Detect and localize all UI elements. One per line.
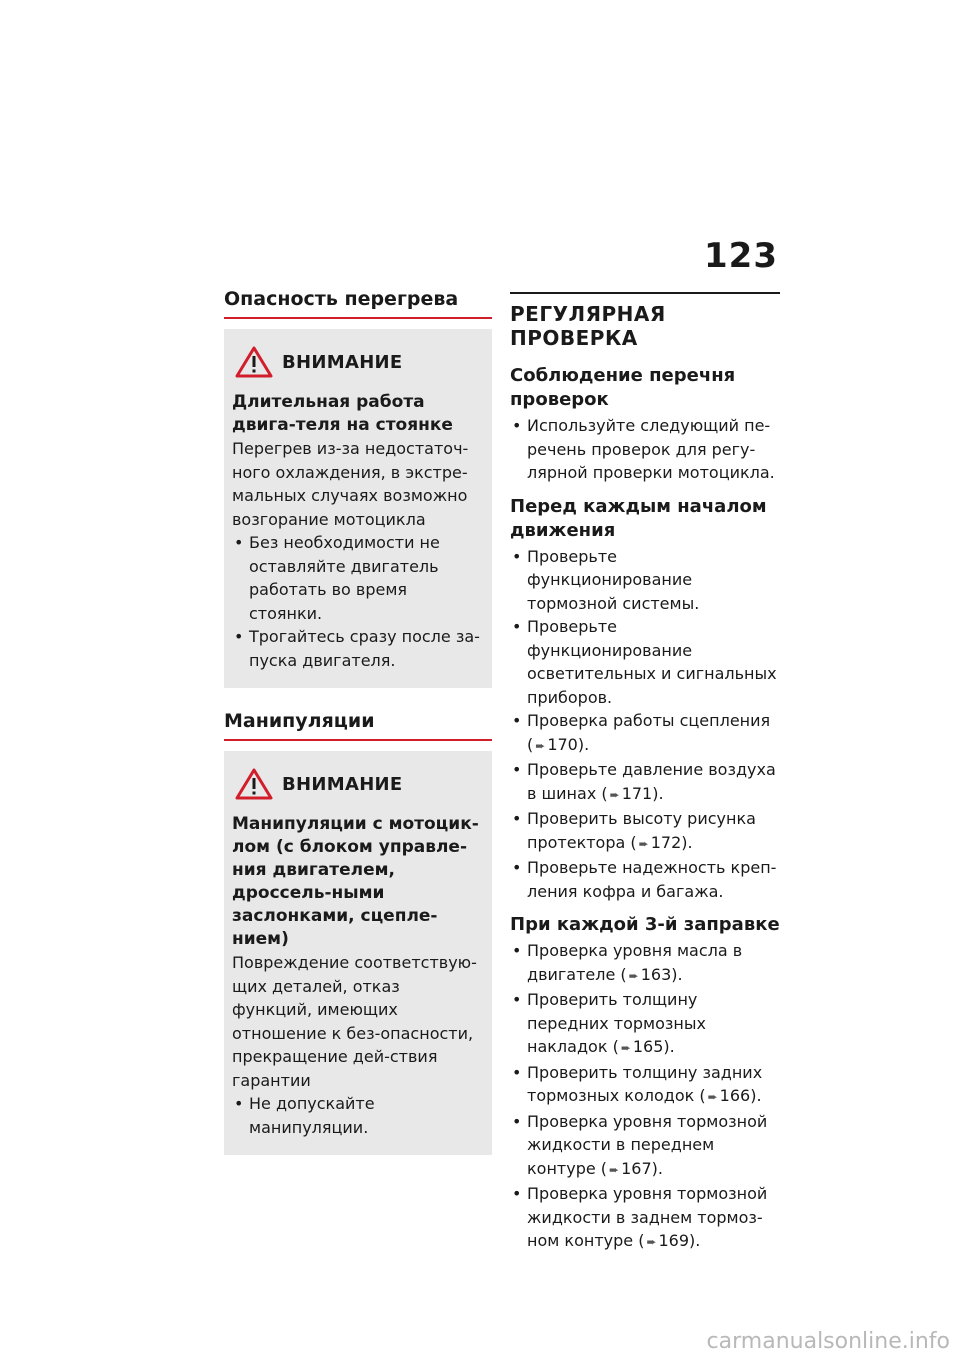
arrow-ref-icon: ➨ — [638, 836, 649, 851]
arrow-ref-icon: ➨ — [609, 787, 620, 802]
warning-triangle-icon — [234, 767, 274, 801]
warning-subtitle: Длительная работа двига-теля на стоянке — [232, 392, 453, 435]
item-text-end: ). — [663, 1037, 675, 1056]
arrow-ref-icon: ➨ — [646, 1235, 657, 1249]
list-item — [510, 1110, 780, 1183]
page-ref-link[interactable]: 172 — [650, 832, 682, 852]
item-text: Проверка работы сцепления ( — [527, 711, 771, 754]
page-ref-link[interactable]: 167 — [621, 1158, 652, 1178]
item-text-end: ). — [671, 964, 683, 984]
list-item — [510, 1182, 780, 1255]
page-ref-link[interactable]: 163 — [640, 964, 672, 984]
warning-box-manipulation — [224, 751, 492, 1155]
arrow-ref-icon: ➨ — [628, 968, 639, 983]
list-item: • Без необходимости не оставляйте двигатель работать во время стоянки. — [232, 531, 484, 625]
item-text: Проверьте функционирование осветительных и сигнальных приборов. — [527, 617, 777, 707]
item-text: Проверить толщину задних тормозных колодок ( — [527, 1062, 763, 1105]
list-item — [510, 856, 780, 903]
warning-header — [232, 767, 484, 801]
page-ref-link[interactable]: 170 — [547, 734, 578, 754]
left-column — [224, 288, 492, 1155]
arrow-ref-icon: ➨ — [620, 1041, 631, 1055]
page-number: 123 — [704, 236, 778, 276]
check-list — [510, 545, 780, 904]
warning-bullets — [232, 531, 484, 672]
arrow-ref-icon: ➨ — [707, 1090, 718, 1104]
warning-label: ВНИМАНИЕ — [282, 351, 403, 373]
group-heading: При каждой 3-й заправке — [510, 914, 780, 935]
item-text-end: ). — [750, 1086, 762, 1105]
item-text: Проверьте функционирование тормозной системы. — [527, 546, 700, 613]
warning-box-overheat — [224, 329, 492, 688]
check-list — [510, 414, 780, 485]
page-ref-link[interactable]: 171 — [621, 783, 653, 803]
section-title-overheat: Опасность перегрева — [224, 288, 492, 319]
list-item — [510, 988, 780, 1061]
list-item — [510, 807, 780, 856]
watermark: carmanualsonline.info — [706, 1329, 950, 1354]
arrow-ref-icon: ➨ — [535, 738, 546, 753]
item-text: Проверить высоту рисунка протектора ( — [527, 809, 756, 852]
list-item — [510, 709, 780, 758]
item-text-end: ). — [681, 832, 693, 852]
list-item — [510, 939, 780, 988]
warning-label: ВНИМАНИЕ — [282, 773, 403, 795]
warning-subtitle: Манипуляции с мотоцик-лом (с блоком управле-ния двигателем, дроссель-ными заслонками, сцепле-нием) — [232, 814, 479, 949]
item-text: Используйте следующий пе-речень проверок для регу-лярной проверки мотоцикла. — [527, 416, 775, 482]
page-ref-link[interactable]: 166 — [719, 1086, 751, 1105]
item-text: Проверьте надежность креп-ления кофра и багажа. — [527, 858, 777, 901]
warning-triangle-icon — [234, 345, 274, 379]
list-item — [510, 545, 780, 616]
item-text-end: ). — [689, 1231, 701, 1250]
list-item — [510, 414, 780, 485]
warning-bullets — [232, 1092, 484, 1139]
warning-header — [232, 345, 484, 379]
item-text-end: ). — [652, 783, 664, 803]
list-item — [510, 1061, 780, 1110]
check-list — [510, 939, 780, 1255]
group-heading: Соблюдение перечня проверок — [510, 365, 736, 410]
item-text-end: ). — [651, 1158, 663, 1178]
arrow-ref-icon: ➨ — [609, 1162, 620, 1177]
item-text: Проверить толщину передних тормозных накладок ( — [527, 990, 706, 1056]
page-ref-link[interactable]: 165 — [632, 1037, 664, 1056]
item-text: Проверка уровня тормозной жидкости в переднем контуре ( — [527, 1111, 768, 1178]
item-text: Проверка уровня масла в двигателе ( — [527, 941, 743, 984]
warning-text: Перегрев из-за недостаточ-ного охлаждения, в экстре-мальных случаях возможно возгорание мотоцикла — [232, 439, 469, 529]
item-text: Проверьте давление воздуха в шинах ( — [527, 760, 776, 803]
item-text: Проверка уровня тормозной жидкости в заднем тормоз-ном контуре ( — [527, 1184, 768, 1250]
warning-text: Повреждение соответствую-щих деталей, отказ функций, имеющих отношение к без-опасности, прекращение дей-ствия гарантии — [232, 953, 477, 1090]
group-heading: Перед каждым началом движения — [510, 495, 767, 541]
list-item — [510, 758, 780, 807]
list-item: • Трогайтесь сразу после за-пуска двигателя. — [232, 625, 484, 672]
right-column — [510, 288, 780, 1255]
chapter-title: РЕГУЛЯРНАЯ ПРОВЕРКА — [510, 292, 780, 350]
section-title-manipulation: Манипуляции — [224, 710, 492, 741]
list-item — [510, 615, 780, 709]
item-text-end: ). — [577, 734, 590, 754]
list-item: • Не допускайте манипуляции. — [232, 1092, 484, 1139]
page-ref-link[interactable]: 169 — [658, 1231, 690, 1250]
